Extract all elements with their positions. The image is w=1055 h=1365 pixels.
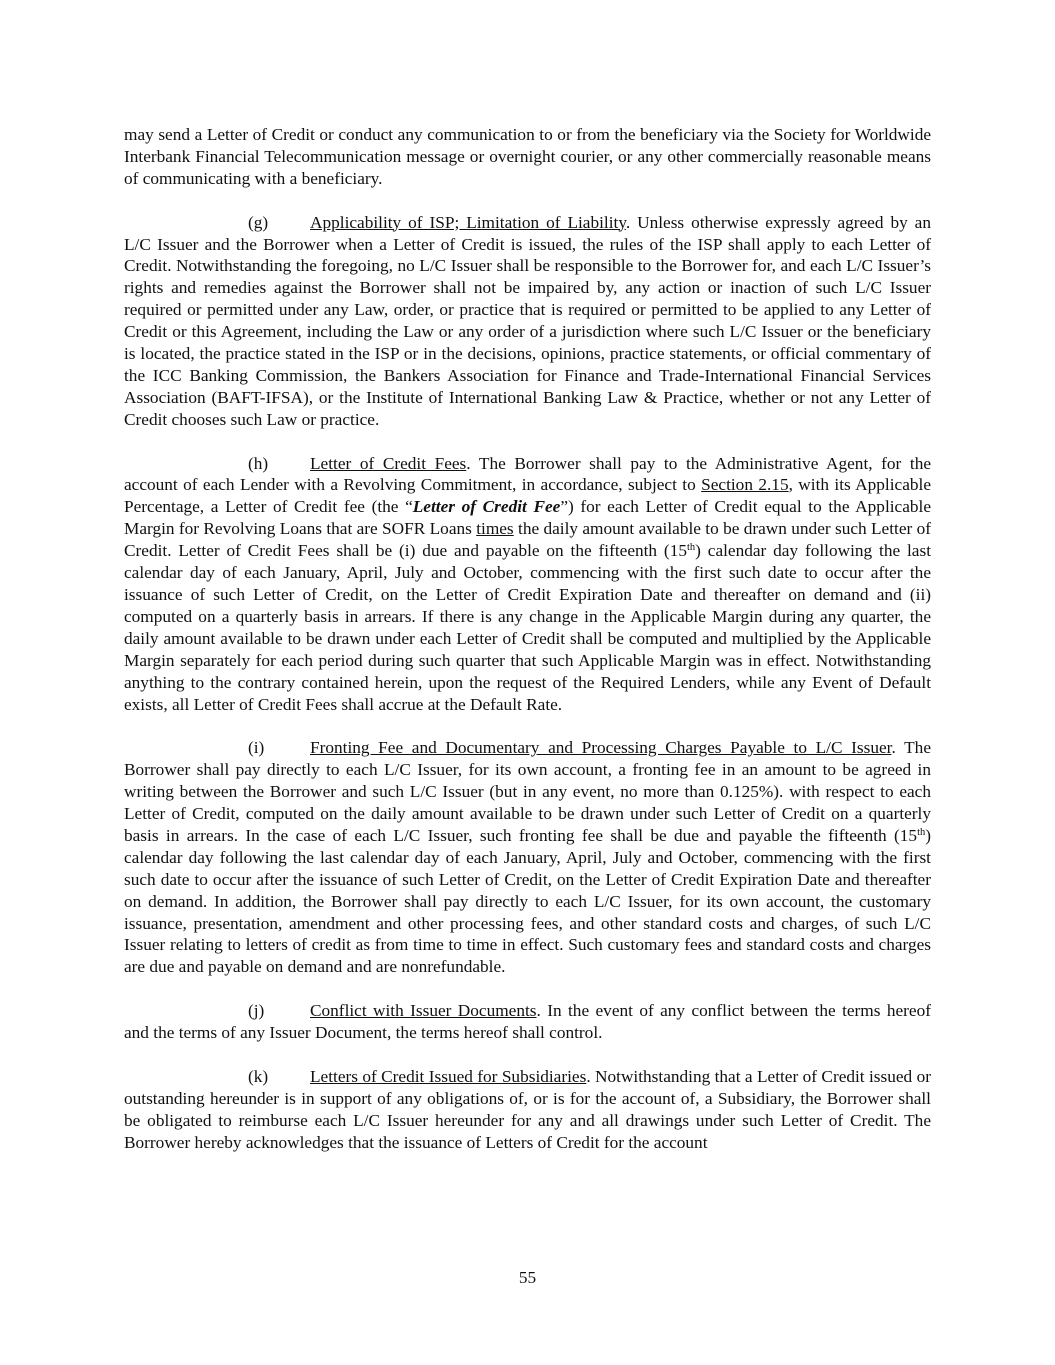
paragraph-i: [124, 737, 931, 978]
paragraph-g-text: . Unless otherwise expressly agreed by an L/C Issuer and the Borrower when a Letter of Credit is issued, the rules of the ISP shall apply to each Letter of Credit. Notwithstanding the foregoing, no L/C Issuer shall be responsible to the Borrower for, and each L/C Issuer’s rights and remedies against the Borrower shall not be impaired by, any action or inaction of such L/C Issuer required or permitted under any Law, order, or practice that is required or permitted to be applied to any Letter of Credit or this Agreement, including the Law or any order of a jurisdiction where such L/C Issuer or the beneficiary is located, the practice stated in the ISP or in the decisions, opinions, practice statements, or official commentary of the ICC Banking Commission, the Bankers Association for Finance and Trade-International Financial Services Association (BAFT-IFSA), or the Institute of International Banking Law & Practice, whether or not any Letter of Credit chooses such Law or practice.: [124, 212, 931, 429]
paragraph-k: [124, 1066, 931, 1154]
paragraph-h-text: , with its Applicable Percentage, a Letter of Credit fee (the “: [124, 475, 931, 517]
paragraph-k-heading: Letters of Credit Issued for Subsidiaries: [310, 1066, 587, 1086]
paragraph-j-heading: Conflict with Issuer Documents: [310, 1001, 537, 1021]
paragraph-h-text: ) calendar day following the last calendar day of each January, April, July and October, commencing with the first such date to occur after the issuance of such Letter of Credit, on the Letter of Credit Expiration Date and thereafter on demand and (ii) computed on a quarterly basis in arrears. If there is any change in the Applicable Margin during any quarter, the daily amount available to be drawn under each Letter of Credit shall be computed and multiplied by the Applicable Margin separately for each period during such quarter that such Applicable Margin was in effect. Notwithstanding anything to the contrary contained herein, upon the request of the Required Lenders, while any Event of Default exists, all Letter of Credit Fees shall accrue at the Default Rate.: [124, 541, 932, 714]
paragraph-i-text: ) calendar day following the last calendar day of each January, April, July and October, commencing with the first such date to occur after the issuance of such Letter of Credit, on the Letter of Credit Expiration Date and thereafter on demand. In addition, the Borrower shall pay directly to each L/C Issuer, for its own account, the customary issuance, presentation, amendment and other processing fees, and other standard costs and charges, of such L/C Issuer relating to letters of credit as from time to time in effect. Such customary fees and standard costs and charges are due and payable on demand and are nonrefundable.: [124, 825, 931, 977]
defined-term: Letter of Credit Fee: [412, 497, 561, 517]
paragraph-i-heading: Fronting Fee and Documentary and Processing Charges Payable to L/C Issuer: [310, 738, 892, 758]
paragraph-i-label: (i): [248, 738, 265, 758]
paragraph-k-text: . Notwithstanding that a Letter of Credit issued or outstanding hereunder is in support of any obligations of, or is for the account of, a Subsidiary, the Borrower shall be obligated to reimburse each L/C Issuer hereunder for any and all drawings under such Letter of Credit. The Borrower hereby acknowledges that the issuance of Letters of Credit for the account: [124, 1066, 931, 1152]
paragraph-j: [124, 1000, 931, 1044]
paragraph-g-label: (g): [248, 212, 269, 232]
paragraph-g: [124, 212, 931, 431]
paragraph-h-text: the daily amount available to be drawn under such Letter of Credit. Letter of Credit Fees shall be (i) due and payable on the fifteenth (15: [124, 519, 931, 561]
ordinal-superscript: th: [917, 826, 926, 838]
document-page: [124, 124, 931, 1175]
page-number: 55: [518, 1268, 537, 1287]
section-reference: Section 2.15: [701, 475, 789, 495]
paragraph-g-heading: Applicability of ISP; Limitation of Liability: [310, 212, 626, 232]
paragraph-h-label: (h): [248, 453, 269, 473]
paragraph-h: [124, 453, 931, 716]
ordinal-superscript: th: [686, 542, 696, 554]
continuation-paragraph: may send a Letter of Credit or conduct any communication to or from the beneficiary via the Society for Worldwide Interbank Financial Telecommunication message or overnight courier, or any other commercially reasonable means of communicating with a beneficiary.: [124, 125, 931, 188]
paragraph-j-label: (j): [248, 1001, 265, 1021]
paragraph-h-heading: Letter of Credit Fees: [310, 453, 467, 473]
paragraph-i-text: . The Borrower shall pay directly to each L/C Issuer, for its own account, a fronting fee in an amount to be agreed in writing between the Borrower and such L/C Issuer (but in any event, no more than 0.125%). with respect to each Letter of Credit, computed on the daily amount available to be drawn under such Letter of Credit on a quarterly basis in arrears. In the case of each L/C Issuer, such fronting fee shall be due and payable the fifteenth (15: [124, 738, 931, 845]
times-word: times: [476, 519, 514, 539]
paragraph-j-text: . In the event of any conflict between the terms hereof and the terms of any Issuer Document, the terms hereof shall control.: [124, 1001, 931, 1043]
paragraph-h-text: ”) for each Letter of Credit equal to the Applicable Margin for Revolving Loans that are SOFR Loans: [124, 497, 931, 539]
paragraph-h-text: . The Borrower shall pay to the Administrative Agent, for the account of each Lender with a Revolving Commitment, in accordance, subject to: [124, 453, 931, 495]
paragraph-k-label: (k): [248, 1066, 269, 1086]
